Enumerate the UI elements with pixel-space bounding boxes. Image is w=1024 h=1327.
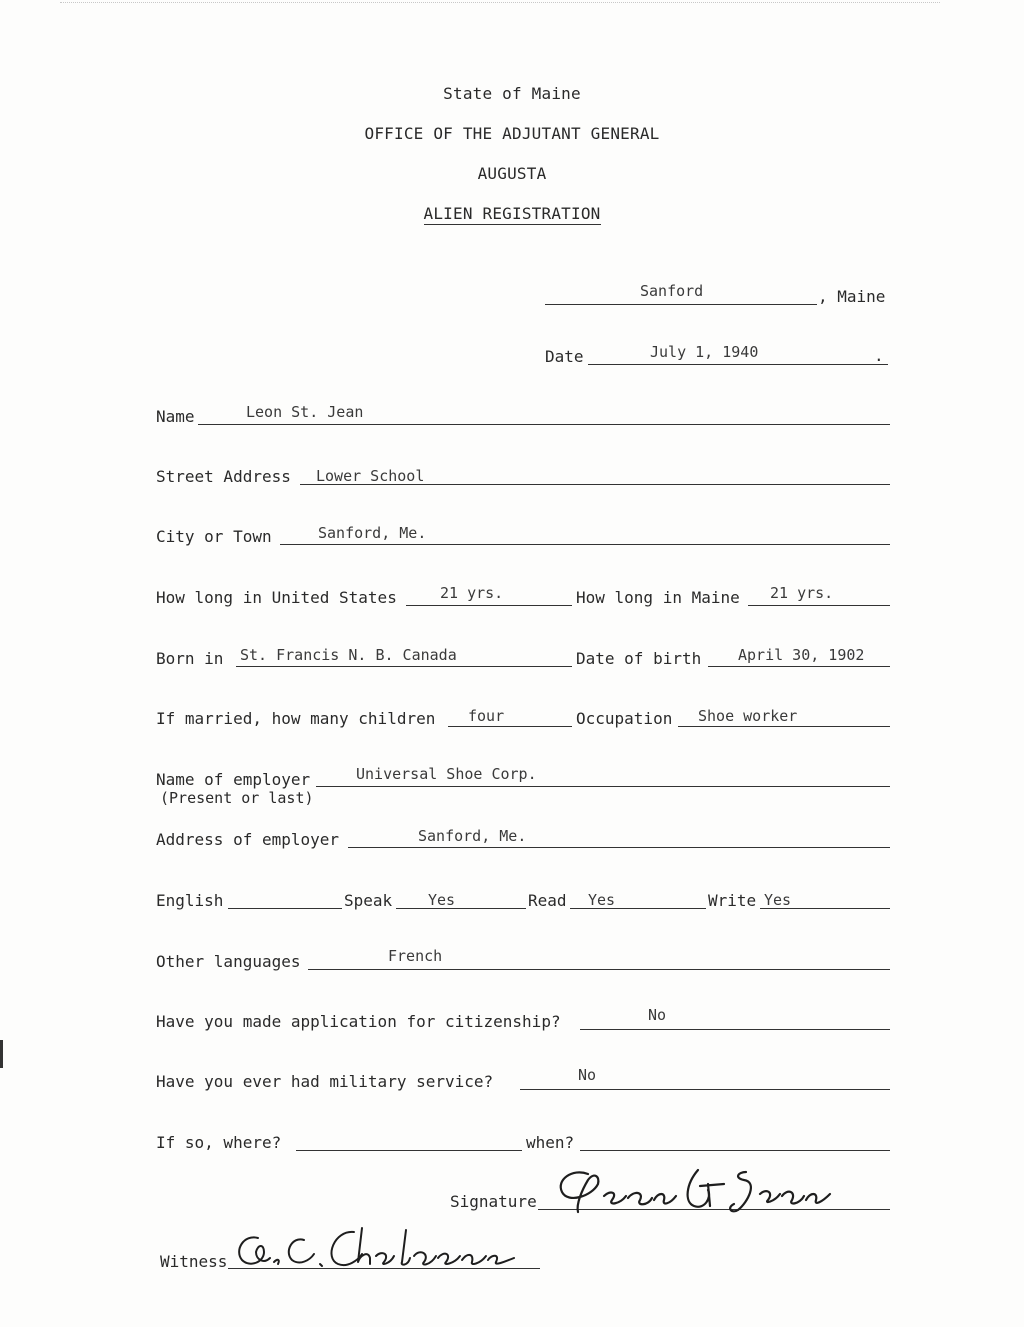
read-value: Yes xyxy=(588,891,616,909)
write-value: Yes xyxy=(764,891,792,909)
military-line xyxy=(520,1089,890,1090)
occupation-line xyxy=(678,726,890,727)
other-languages-label: Other languages xyxy=(156,952,301,971)
english-line xyxy=(228,908,342,909)
born-label: Born in xyxy=(156,649,224,668)
read-label: Read xyxy=(528,891,567,910)
when-label: when? xyxy=(526,1133,575,1152)
children-line xyxy=(448,726,572,727)
citizenship-line xyxy=(580,1029,890,1030)
us-years-label: How long in United States xyxy=(156,588,397,607)
born-value: St. Francis N. B. Canada xyxy=(240,646,457,664)
street-label: Street Address xyxy=(156,467,291,486)
where-line xyxy=(296,1150,522,1151)
date-label: Date xyxy=(545,347,584,366)
speak-label: Speak xyxy=(344,891,393,910)
us-years-value: 21 yrs. xyxy=(440,584,504,602)
date-end: . xyxy=(874,346,884,365)
occupation-label: Occupation xyxy=(576,709,673,728)
speak-line xyxy=(396,908,526,909)
left-edge-mark xyxy=(0,1040,3,1068)
name-value: Leon St. Jean xyxy=(246,403,364,421)
employer-address-line xyxy=(348,847,890,848)
born-line xyxy=(236,666,572,667)
office-heading: OFFICE OF THE ADJUTANT GENERAL xyxy=(364,124,660,143)
signature-handwriting xyxy=(548,1162,848,1220)
date-value: July 1, 1940 xyxy=(650,343,759,361)
maine-years-value: 21 yrs. xyxy=(770,584,834,602)
other-languages-line xyxy=(308,969,890,970)
name-line xyxy=(198,424,890,425)
english-label: English xyxy=(156,891,224,910)
military-label: Have you ever had military service? xyxy=(156,1072,494,1091)
when-line xyxy=(580,1150,890,1151)
employer-address-value: Sanford, Me. xyxy=(418,827,527,845)
occupation-value: Shoe worker xyxy=(698,707,798,725)
write-label: Write xyxy=(708,891,757,910)
speak-value: Yes xyxy=(428,891,456,909)
children-value: four xyxy=(468,707,505,725)
employer-line xyxy=(316,786,890,787)
dob-line xyxy=(708,666,890,667)
children-label: If married, how many children xyxy=(156,709,436,728)
city-line xyxy=(280,544,890,545)
city-value: Sanford, Me. xyxy=(318,524,427,542)
street-value: Lower School xyxy=(316,467,425,485)
state-heading: State of Maine xyxy=(443,84,581,103)
citizenship-value: No xyxy=(648,1006,667,1024)
dob-value: April 30, 1902 xyxy=(738,646,865,664)
employer-value: Universal Shoe Corp. xyxy=(356,765,537,783)
top-edge-marks xyxy=(60,2,940,9)
date-line xyxy=(588,364,888,365)
witness-label: Witness xyxy=(160,1252,228,1271)
other-languages-value: French xyxy=(388,947,443,965)
city-heading: AUGUSTA xyxy=(477,164,547,183)
employer-address-label: Address of employer xyxy=(156,830,340,849)
where-label: If so, where? xyxy=(156,1133,282,1152)
place-line xyxy=(545,304,817,305)
place-value: Sanford xyxy=(640,282,704,300)
maine-years-label: How long in Maine xyxy=(576,588,740,607)
city-label: City or Town xyxy=(156,527,272,546)
name-label: Name xyxy=(156,407,195,426)
dob-label: Date of birth xyxy=(576,649,702,668)
maine-years-line xyxy=(748,605,890,606)
witness-handwriting xyxy=(230,1222,520,1274)
place-suffix: , Maine xyxy=(818,287,886,306)
us-years-line xyxy=(406,605,572,606)
signature-label: Signature xyxy=(450,1192,537,1211)
military-value: No xyxy=(578,1066,597,1084)
form-title: ALIEN REGISTRATION xyxy=(423,204,601,223)
employer-label: Name of employer xyxy=(156,770,311,789)
citizenship-label: Have you made application for citizenship? xyxy=(156,1012,561,1031)
employer-sublabel: (Present or last) xyxy=(160,789,314,807)
